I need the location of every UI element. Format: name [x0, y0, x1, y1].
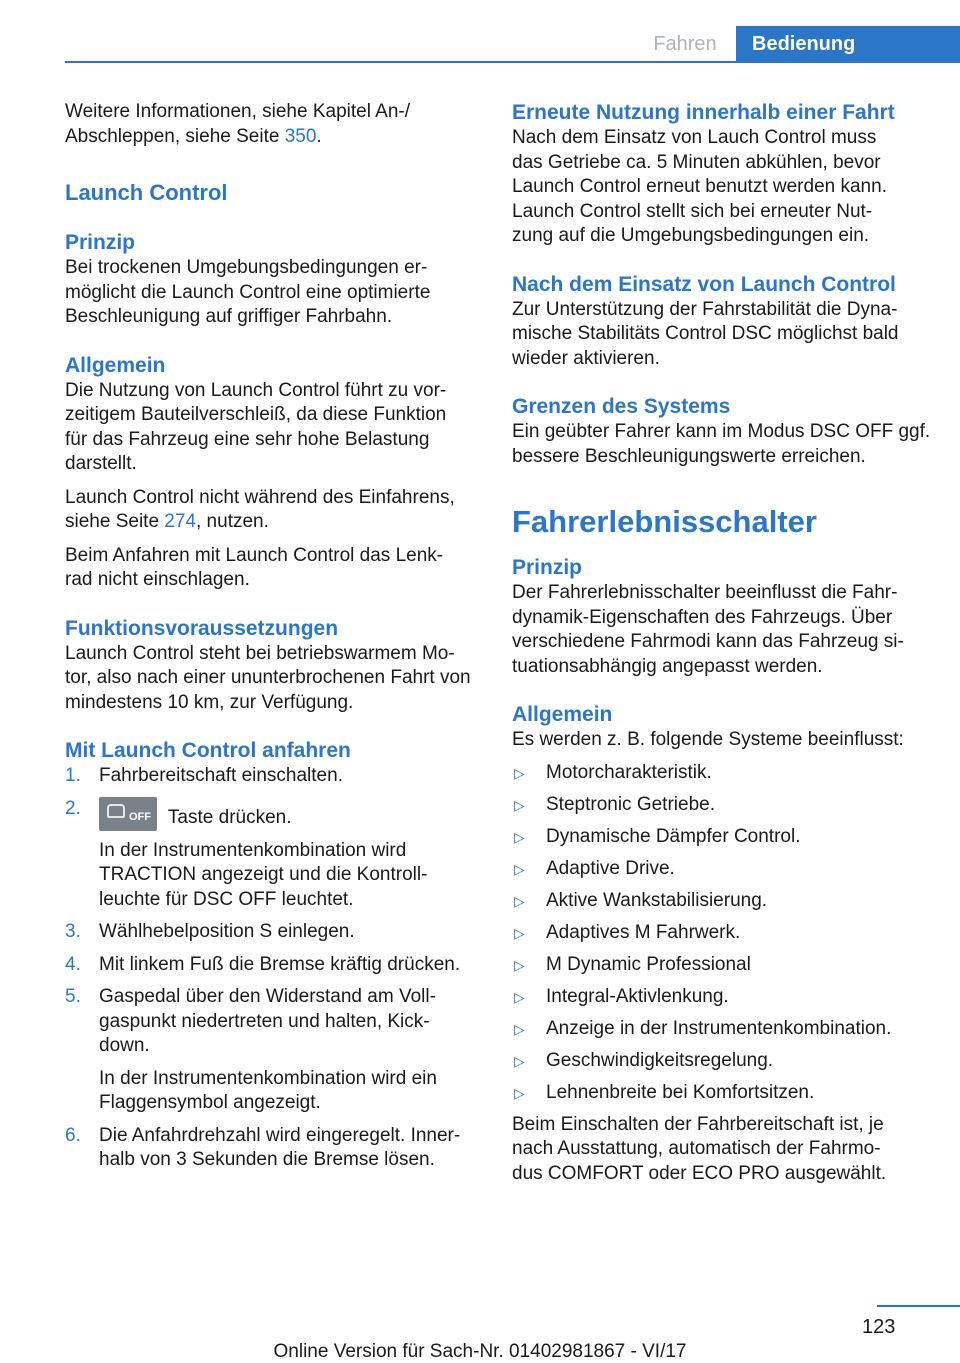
list-item: ▷ Dynamische Dämpfer Control.	[512, 825, 932, 850]
allgemein-text-1: Die Nutzung von Launch Control führt zu vor‐ zeitigem Bauteilverschleiß, da diese Funktion für das Fahrzeug eine sehr hohe Belastung darstellt.	[65, 379, 447, 474]
triangle-bullet-icon: ▷	[514, 1052, 525, 1069]
heading-launch-control: Launch Control	[65, 180, 228, 205]
anfahren-steps	[65, 764, 483, 1173]
heading-fahrerlebnisschalter: Fahrerlebnisschalter	[512, 504, 817, 539]
heading-erneut: Erneute Nutzung innerhalb einer Fahrt	[512, 101, 895, 124]
triangle-bullet-icon: ▷	[514, 892, 525, 909]
list-item: ▷ Motorcharakteristik.	[512, 761, 932, 786]
heading-grenzen: Grenzen des Systems	[512, 395, 731, 418]
triangle-bullet-icon: ▷	[514, 828, 525, 845]
triangle-bullet-icon: ▷	[514, 988, 525, 1005]
heading-allgemein-2: Allgemein	[512, 703, 613, 726]
allgemein-text-3: Beim Anfahren mit Launch Control das Lenk‐ rad nicht einschlagen.	[65, 544, 444, 590]
allgemein-text-2: Launch Control nicht während des Einfahrens, siehe Seite 274, nutzen.	[65, 486, 455, 532]
erneut-text: Nach dem Einsatz von Lauch Control muss das Getriebe ca. 5 Minuten abkühlen, bevor Launch Control erneut benutzt werden kann. Launch Control stellt sich bei erneuter Nut‐ zung auf die Umgebungsbedingungen ein.	[512, 127, 887, 246]
left-column	[65, 100, 483, 1173]
heading-nach-einsatz: Nach dem Einsatz von Launch Control	[512, 272, 896, 296]
heading-funktionsvoraussetzungen: Funktionsvoraussetzungen	[65, 616, 339, 640]
triangle-bullet-icon: ▷	[514, 1020, 525, 1037]
triangle-bullet-icon: ▷	[514, 1084, 525, 1101]
triangle-bullet-icon: ▷	[514, 860, 525, 877]
prinzip-text: Bei trockenen Umgebungsbedingungen er‐ möglicht die Launch Control eine optimierte Beschleunigung auf griffiger Fahrbahn.	[65, 257, 431, 327]
right-column	[512, 100, 932, 1186]
page-number: 123	[862, 1316, 896, 1338]
triangle-bullet-icon: ▷	[514, 764, 525, 781]
triangle-bullet-icon: ▷	[514, 796, 525, 813]
heading-prinzip-2: Prinzip	[512, 556, 583, 579]
step-item: 5. Gaspedal über den Widerstand am Voll‐ gaspunkt niedertreten und halten, Kick‐ down. In der Instrumentenkombination wird ein Flaggensymbol angezeigt.	[65, 986, 437, 1113]
heading-allgemein: Allgemein	[65, 353, 166, 377]
list-item: ▷ M Dynamic Professional	[512, 953, 932, 978]
systems-list	[512, 761, 932, 1106]
page-link-350[interactable]: 350	[284, 125, 317, 147]
step-item: 4. Mit linkem Fuß die Bremse kräftig drücken.	[65, 953, 461, 975]
section-tab-fahren: Fahren	[653, 33, 717, 55]
online-version-footer: Online Version für Sach-Nr. 01402981867 - VI/17	[273, 1341, 687, 1362]
triangle-bullet-icon: ▷	[514, 924, 525, 941]
footer-rule	[877, 1305, 960, 1307]
triangle-bullet-icon: ▷	[514, 956, 525, 973]
prinzip-text-2: Der Fahrerlebnisschalter beeinflusst die Fahr‐ dynamik-Eigenschaften des Fahrzeugs. Über verschiedene Fahrmodi kann das Fahrzeug si‐ tuationsabhängig angepasst werden.	[512, 582, 904, 677]
section-tab-bedienung: Bedienung	[736, 26, 960, 62]
dsc-off-button-icon: OFF	[99, 797, 157, 831]
list-item: ▷ Steptronic Getriebe.	[512, 793, 932, 818]
car-skid-icon	[107, 804, 125, 818]
intro-text: Weitere Informationen, siehe Kapitel An-/ Abschleppen, siehe Seite 350.	[65, 101, 411, 147]
page-header	[0, 0, 960, 62]
closing-text: Beim Einschalten der Fahrbereitschaft ist, je nach Ausstattung, automatisch der Fahrmo‐ dus COMFORT oder ECO PRO ausgewählt.	[512, 1113, 887, 1184]
grenzen-text: Ein geübter Fahrer kann im Modus DSC OFF ggf. bessere Beschleunigungswerte erreichen.	[512, 421, 931, 467]
page-link-274[interactable]: 274	[164, 511, 196, 532]
step-item: 2. OFF Taste drücken. In der Instrumentenkombination wird TRACTION angezeigt und die Kontroll‐ leuchte für DSC OFF leuchtet.	[65, 797, 428, 910]
step-item: 1. Fahrbereitschaft einschalten.	[65, 765, 343, 786]
list-item: ▷ Adaptives M Fahrwerk.	[512, 921, 932, 946]
list-item: ▷ Geschwindigkeitsregelung.	[512, 1049, 932, 1074]
list-item: ▷ Adaptive Drive.	[512, 857, 932, 882]
list-item: ▷ Anzeige in der Instrumentenkombination.	[512, 1017, 932, 1042]
list-item: ▷ Aktive Wankstabilisierung.	[512, 889, 932, 914]
list-item: ▷ Integral-Aktivlenkung.	[512, 985, 932, 1010]
allgemein-text-right: Es werden z. B. folgende Systeme beeinflusst:	[512, 729, 904, 750]
step-item: 3. Wählhebelposition S einlegen.	[65, 921, 355, 942]
heading-anfahren: Mit Launch Control anfahren	[65, 739, 351, 762]
nach-text: Zur Unterstützung der Fahrstabilität die Dyna‐ mische Stabilitäts Control DSC möglichst bald wieder aktivieren.	[512, 298, 899, 369]
list-item: ▷ Lehnenbreite bei Komfortsitzen.	[512, 1081, 932, 1106]
heading-prinzip: Prinzip	[65, 231, 136, 254]
funktion-text: Launch Control steht bei betriebswarmem Mo‐ tor, also nach einer ununterbrochenen Fahrt von mindestens 10 km, zur Verfügung.	[65, 642, 471, 713]
step-item: 6. Die Anfahrdrehzahl wird eingeregelt. Inner‐ halb von 3 Sekunden die Bremse lösen.	[65, 1124, 461, 1170]
header-rule	[65, 61, 960, 63]
